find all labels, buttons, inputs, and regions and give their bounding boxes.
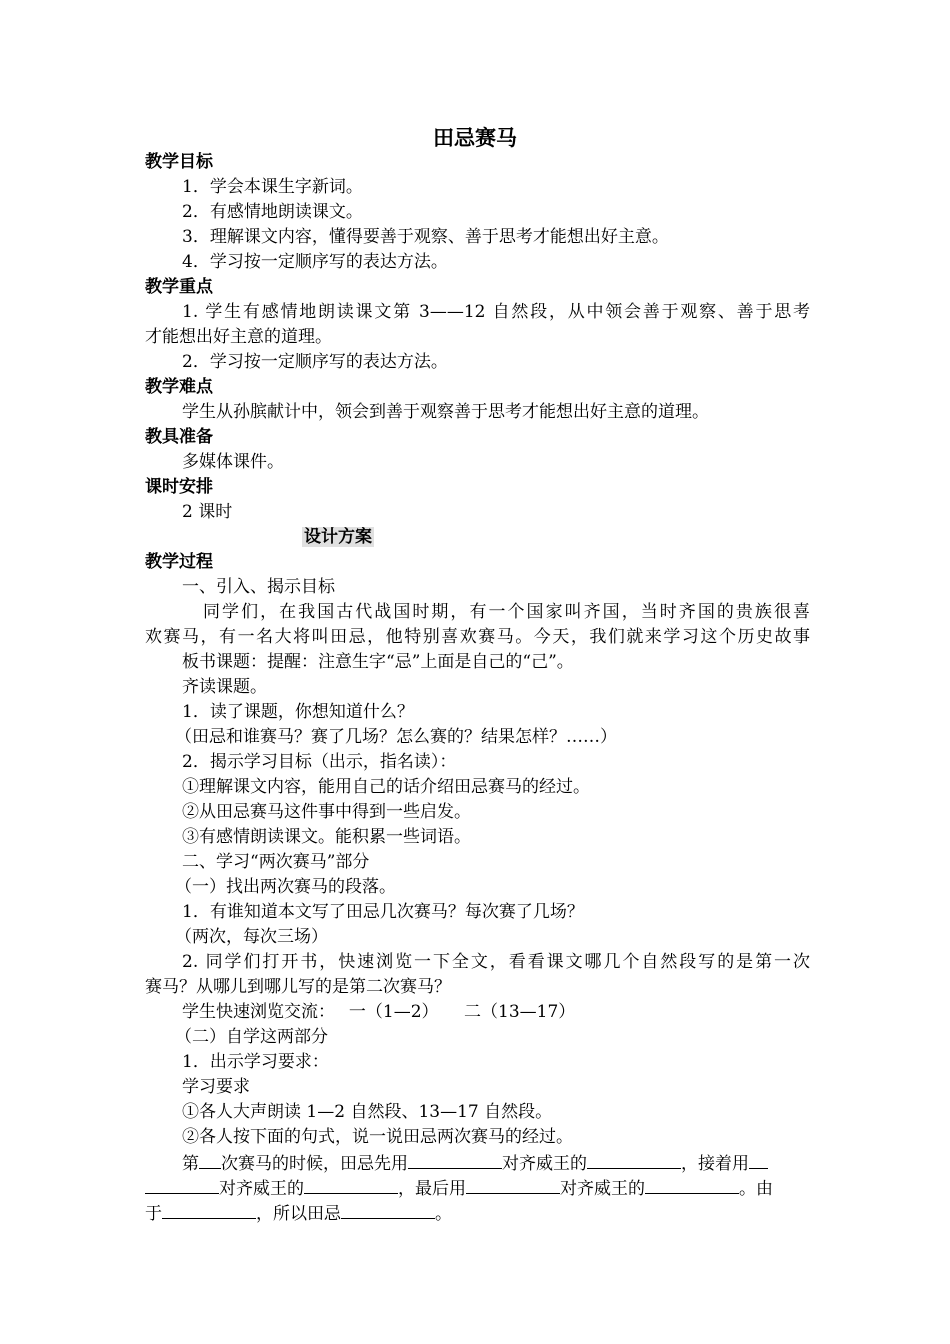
tools-heading: 教具准备	[145, 427, 213, 447]
page-title: 田忌赛马	[433, 126, 517, 150]
fill-text: 第	[182, 1154, 199, 1174]
design-heading-text: 设计方案	[304, 527, 372, 547]
process-line: 1．有谁知道本文写了田忌几次赛马？每次赛了几场？	[182, 902, 584, 922]
fill-text: 于	[145, 1204, 162, 1224]
fill-blank[interactable]	[587, 1150, 681, 1169]
process-line: （二）自学这两部分	[175, 1027, 328, 1047]
goal-item: 2．有感情地朗读课文。	[182, 202, 363, 222]
process-line: 齐读课题。	[182, 677, 267, 697]
design-heading	[145, 525, 810, 550]
process-line: 2．揭示学习目标（出示，指名读）：	[182, 752, 457, 772]
fill-text: 。	[435, 1204, 452, 1224]
fill-in-sentence-line-2	[145, 1175, 810, 1200]
fill-in-sentence-line-3	[145, 1200, 810, 1225]
process-line: ③有感情朗读课文。能积累一些词语。	[182, 827, 471, 847]
fill-in-sentence-line-1	[145, 1150, 810, 1175]
fill-blank[interactable]	[341, 1200, 435, 1219]
fill-text: 对齐威王的	[502, 1154, 587, 1174]
fill-blank[interactable]	[199, 1150, 221, 1169]
process-line: 1．读了课题，你想知道什么？	[182, 702, 414, 722]
fill-blank[interactable]	[162, 1200, 256, 1219]
document-body	[145, 150, 810, 1225]
hours-text: 2 课时	[182, 502, 233, 522]
process-line: （两次，每次三场）	[175, 927, 328, 947]
process-line: 同学们，在我国古代战国时期，有一个国家叫齐国，当时齐国的贵族很喜	[203, 602, 810, 622]
hours-heading: 课时安排	[145, 477, 213, 497]
process-line: 欢赛马，有一名大将叫田忌，他特别喜欢赛马。今天，我们就来学习这个历史故事	[145, 627, 810, 647]
fill-text: 。由	[739, 1179, 773, 1199]
process-line: 一、引入、揭示目标	[182, 577, 335, 597]
difficulty-heading: 教学难点	[145, 377, 213, 397]
process-line: ②各人按下面的句式，说一说田忌两次赛马的经过。	[182, 1127, 573, 1147]
fill-text: ，最后用	[398, 1179, 466, 1199]
process-line: 1．出示学习要求：	[182, 1052, 329, 1072]
process-line: ②从田忌赛马这件事中得到一些启发。	[182, 802, 471, 822]
key-point-1-cont: 才能想出好主意的道理。	[145, 327, 332, 347]
goal-item: 1．学会本课生字新词。	[182, 177, 363, 197]
fill-text: 对齐威王的	[219, 1179, 304, 1199]
process-line: （一）找出两次赛马的段落。	[175, 877, 396, 897]
fill-blank[interactable]	[645, 1175, 739, 1194]
process-line: 板书课题：提醒：注意生字“忌”上面是自己的“己”。	[182, 652, 574, 672]
fill-blank[interactable]	[145, 1175, 219, 1194]
fill-text: ，所以田忌	[256, 1204, 341, 1224]
process-heading: 教学过程	[145, 552, 213, 572]
goal-item: 4．学习按一定顺序写的表达方法。	[182, 252, 448, 272]
tools-text: 多媒体课件。	[182, 452, 284, 472]
fill-text: ，接着用	[681, 1154, 749, 1174]
process-line: ①各人大声朗读 1—2 自然段、13—17 自然段。	[182, 1102, 553, 1122]
fill-blank[interactable]	[466, 1175, 560, 1194]
process-line: 赛马？从哪儿到哪儿写的是第二次赛马？	[145, 977, 451, 997]
fill-text: 对齐威王的	[560, 1179, 645, 1199]
fill-blank[interactable]	[749, 1150, 768, 1169]
process-line: 学生快速浏览交流： 一（1—2） 二（13—17）	[182, 1002, 576, 1022]
fill-blank[interactable]	[408, 1150, 502, 1169]
process-line: （田忌和谁赛马？赛了几场？怎么赛的？结果怎样？……）	[175, 727, 617, 747]
fill-text: 次赛马的时候，田忌先用	[221, 1154, 408, 1174]
goals-heading: 教学目标	[145, 152, 213, 172]
key-point-2: 2．学习按一定顺序写的表达方法。	[182, 352, 448, 372]
process-line: 学习要求	[182, 1077, 250, 1097]
process-line: 二、学习“两次赛马”部分	[182, 852, 370, 872]
key-point-1: 1. 学生有感情地朗读课文第 3——12 自然段，从中领会善于观察、善于思考	[182, 302, 810, 322]
process-line: ①理解课文内容，能用自己的话介绍田忌赛马的经过。	[182, 777, 590, 797]
difficulty-text: 学生从孙膑献计中，领会到善于观察善于思考才能想出好主意的道理。	[182, 402, 709, 422]
key-heading: 教学重点	[145, 277, 213, 297]
process-line: 2. 同学们打开书，快速浏览一下全文，看看课文哪几个自然段写的是第一次	[182, 952, 810, 972]
fill-blank[interactable]	[304, 1175, 398, 1194]
goal-item: 3．理解课文内容，懂得要善于观察、善于思考才能想出好主意。	[182, 227, 669, 247]
